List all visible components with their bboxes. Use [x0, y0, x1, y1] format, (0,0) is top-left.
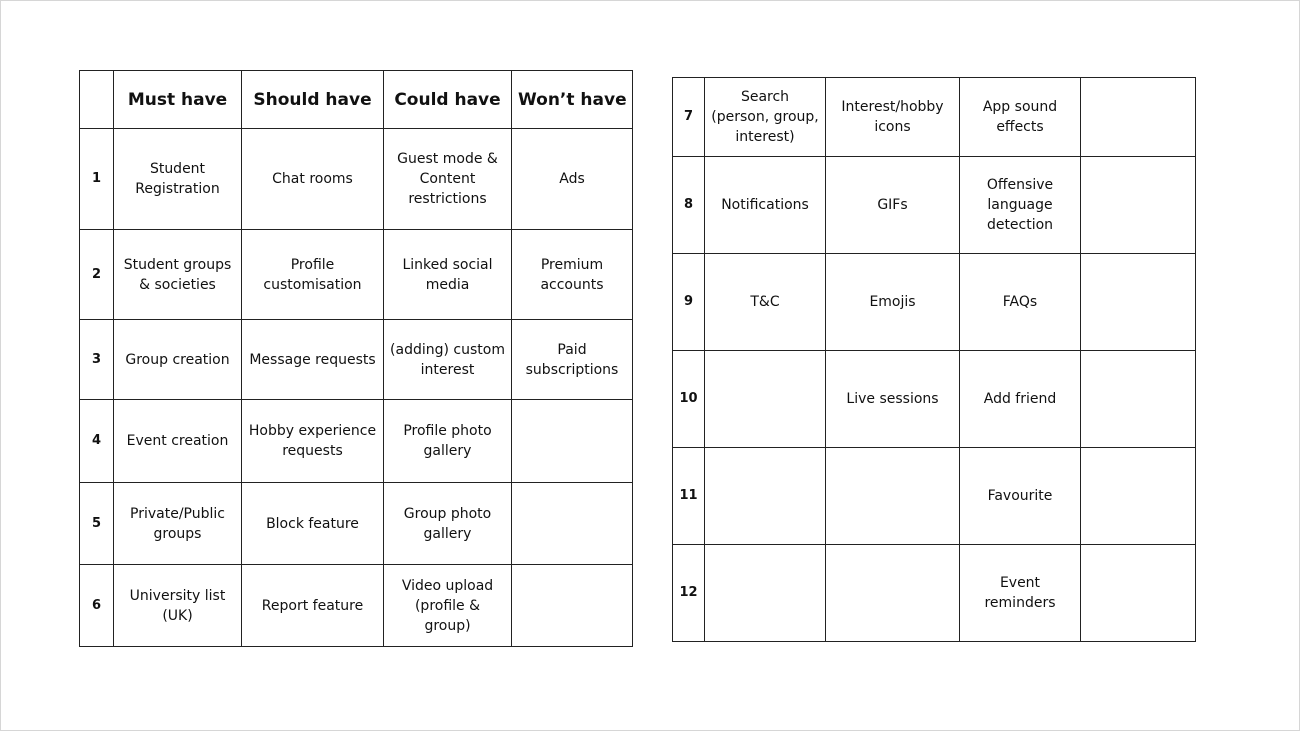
cell-should-have [826, 448, 960, 545]
cell-should-have: Interest/hobby icons [826, 78, 960, 157]
cell-must-have: T&C [705, 254, 826, 351]
row-number: 11 [673, 448, 705, 545]
cell-could-have: Favourite [960, 448, 1081, 545]
row-number: 4 [80, 400, 114, 483]
cell-could-have: Add friend [960, 351, 1081, 448]
row-number: 9 [673, 254, 705, 351]
table-row [673, 78, 1196, 157]
row-number: 3 [80, 320, 114, 400]
cell-should-have: Chat rooms [242, 129, 384, 230]
row-number: 6 [80, 565, 114, 647]
cell-could-have: Guest mode & Content restrictions [384, 129, 512, 230]
row-number: 5 [80, 483, 114, 565]
cell-wont-have [512, 565, 633, 647]
cell-must-have: Search (person, group, interest) [705, 78, 826, 157]
cell-could-have: Linked social media [384, 230, 512, 320]
table-row [80, 129, 633, 230]
table-row [80, 230, 633, 320]
cell-wont-have [1081, 78, 1196, 157]
cell-should-have: Report feature [242, 565, 384, 647]
table-row [80, 400, 633, 483]
row-number: 7 [673, 78, 705, 157]
cell-could-have: Offensive language detection [960, 157, 1081, 254]
cell-wont-have: Ads [512, 129, 633, 230]
table-header-row [80, 71, 633, 129]
cell-must-have: Group creation [114, 320, 242, 400]
header-corner [80, 71, 114, 129]
row-number: 12 [673, 545, 705, 642]
row-number: 1 [80, 129, 114, 230]
cell-must-have [705, 545, 826, 642]
cell-must-have: Student Registration [114, 129, 242, 230]
table-row [673, 351, 1196, 448]
row-number: 8 [673, 157, 705, 254]
cell-wont-have [1081, 254, 1196, 351]
cell-must-have: Private/Public groups [114, 483, 242, 565]
cell-should-have [826, 545, 960, 642]
cell-should-have: Profile customisation [242, 230, 384, 320]
header-could-have: Could have [384, 71, 512, 129]
cell-wont-have [1081, 545, 1196, 642]
cell-should-have: Live sessions [826, 351, 960, 448]
cell-wont-have [1081, 448, 1196, 545]
table-row [80, 483, 633, 565]
cell-could-have: Group photo gallery [384, 483, 512, 565]
cell-wont-have [1081, 351, 1196, 448]
table-row [673, 254, 1196, 351]
cell-could-have: Event reminders [960, 545, 1081, 642]
cell-could-have: Video upload (profile & group) [384, 565, 512, 647]
cell-must-have: Event creation [114, 400, 242, 483]
cell-must-have: Notifications [705, 157, 826, 254]
cell-must-have [705, 351, 826, 448]
cell-wont-have: Premium accounts [512, 230, 633, 320]
header-must-have: Must have [114, 71, 242, 129]
header-should-have: Should have [242, 71, 384, 129]
cell-wont-have [512, 483, 633, 565]
cell-should-have: Message requests [242, 320, 384, 400]
header-wont-have: Won’t have [512, 71, 633, 129]
cell-must-have: Student groups & societies [114, 230, 242, 320]
cell-wont-have [1081, 157, 1196, 254]
table-row [80, 320, 633, 400]
cell-could-have: Profile photo gallery [384, 400, 512, 483]
cell-could-have: App sound effects [960, 78, 1081, 157]
cell-should-have: Emojis [826, 254, 960, 351]
cell-could-have: (adding) custom interest [384, 320, 512, 400]
cell-wont-have: Paid subscriptions [512, 320, 633, 400]
cell-could-have: FAQs [960, 254, 1081, 351]
cell-should-have: Hobby experience requests [242, 400, 384, 483]
moscow-table-left [79, 70, 633, 647]
row-number: 10 [673, 351, 705, 448]
moscow-table-right [672, 77, 1196, 642]
table-row [673, 448, 1196, 545]
cell-should-have: GIFs [826, 157, 960, 254]
table-row [80, 565, 633, 647]
table-row [673, 545, 1196, 642]
table-row [673, 157, 1196, 254]
cell-must-have [705, 448, 826, 545]
cell-must-have: University list (UK) [114, 565, 242, 647]
cell-wont-have [512, 400, 633, 483]
row-number: 2 [80, 230, 114, 320]
cell-should-have: Block feature [242, 483, 384, 565]
